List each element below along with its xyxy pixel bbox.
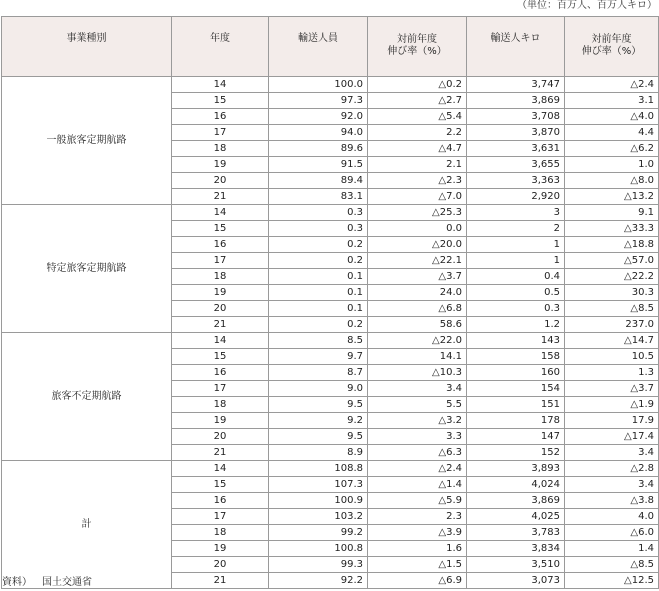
passenger-km-cell: 154 <box>467 381 565 397</box>
passengers-cell: 9.5 <box>269 397 368 413</box>
passenger-km-growth-cell: △2.4 <box>565 77 659 93</box>
header-year: 年度 <box>172 17 269 77</box>
passenger-km-growth-cell: △12.5 <box>565 573 659 589</box>
year-cell: 19 <box>172 285 269 301</box>
year-cell: 20 <box>172 557 269 573</box>
passenger-km-cell: 3,834 <box>467 541 565 557</box>
category-cell: 計 <box>2 461 172 589</box>
year-cell: 20 <box>172 301 269 317</box>
passengers-cell: 0.1 <box>269 269 368 285</box>
passengers-growth-cell: △22.0 <box>368 333 467 349</box>
ferry-transport-table <box>1 16 659 589</box>
passengers-cell: 89.4 <box>269 173 368 189</box>
passengers-growth-cell: 14.1 <box>368 349 467 365</box>
passengers-growth-cell: 2.3 <box>368 509 467 525</box>
passenger-km-growth-cell: △6.2 <box>565 141 659 157</box>
year-cell: 18 <box>172 397 269 413</box>
passenger-km-growth-cell: 4.4 <box>565 125 659 141</box>
year-cell: 15 <box>172 221 269 237</box>
passengers-growth-cell: 1.6 <box>368 541 467 557</box>
passengers-growth-cell: △6.9 <box>368 573 467 589</box>
header-passengers: 輸送人員 <box>269 17 368 77</box>
year-cell: 16 <box>172 365 269 381</box>
passengers-growth-cell: △0.2 <box>368 77 467 93</box>
passenger-km-growth-cell: 10.5 <box>565 349 659 365</box>
header-passenger-km-growth <box>565 17 659 77</box>
passenger-km-cell: 0.5 <box>467 285 565 301</box>
passengers-cell: 9.2 <box>269 413 368 429</box>
passenger-km-cell: 3,869 <box>467 93 565 109</box>
passenger-km-growth-cell: △1.9 <box>565 397 659 413</box>
passenger-km-growth-cell: △22.2 <box>565 269 659 285</box>
year-cell: 17 <box>172 253 269 269</box>
passenger-km-growth-cell: 3.4 <box>565 477 659 493</box>
passenger-km-cell: 4,025 <box>467 509 565 525</box>
passenger-km-cell: 3,655 <box>467 157 565 173</box>
passenger-km-cell: 152 <box>467 445 565 461</box>
passenger-km-growth-cell: △17.4 <box>565 429 659 445</box>
passengers-cell: 100.8 <box>269 541 368 557</box>
year-cell: 14 <box>172 205 269 221</box>
passengers-cell: 0.1 <box>269 301 368 317</box>
passengers-growth-cell: △1.5 <box>368 557 467 573</box>
passengers-cell: 0.2 <box>269 237 368 253</box>
passengers-growth-cell: △2.7 <box>368 93 467 109</box>
passengers-cell: 0.3 <box>269 205 368 221</box>
year-cell: 20 <box>172 429 269 445</box>
year-cell: 17 <box>172 125 269 141</box>
passengers-growth-cell: △3.7 <box>368 269 467 285</box>
passenger-km-cell: 0.4 <box>467 269 565 285</box>
passenger-km-cell: 4,024 <box>467 477 565 493</box>
year-cell: 20 <box>172 173 269 189</box>
passengers-growth-cell: △6.8 <box>368 301 467 317</box>
passenger-km-cell: 151 <box>467 397 565 413</box>
passenger-km-cell: 3,363 <box>467 173 565 189</box>
passenger-km-growth-cell: △33.3 <box>565 221 659 237</box>
passengers-cell: 92.0 <box>269 109 368 125</box>
passengers-cell: 0.1 <box>269 285 368 301</box>
header-passengers-growth-line1: 対前年度 <box>397 34 437 45</box>
passengers-growth-cell: △2.3 <box>368 173 467 189</box>
passengers-growth-cell: △5.9 <box>368 493 467 509</box>
passengers-cell: 94.0 <box>269 125 368 141</box>
header-passengers-growth-line2: 伸び率（%） <box>387 46 447 57</box>
passenger-km-growth-cell: △3.8 <box>565 493 659 509</box>
passengers-cell: 103.2 <box>269 509 368 525</box>
category-cell: 旅客不定期航路 <box>2 333 172 461</box>
year-cell: 16 <box>172 493 269 509</box>
header-passenger-km-growth-line1: 対前年度 <box>591 34 632 45</box>
passengers-growth-cell: △5.4 <box>368 109 467 125</box>
year-cell: 16 <box>172 237 269 253</box>
category-cell: 特定旅客定期航路 <box>2 205 172 333</box>
passengers-cell: 9.7 <box>269 349 368 365</box>
passenger-km-growth-cell: 1.4 <box>565 541 659 557</box>
year-cell: 21 <box>172 445 269 461</box>
passengers-cell: 108.8 <box>269 461 368 477</box>
passenger-km-cell: 2 <box>467 221 565 237</box>
year-cell: 19 <box>172 541 269 557</box>
passenger-km-cell: 160 <box>467 365 565 381</box>
passengers-growth-cell: △1.4 <box>368 477 467 493</box>
passenger-km-growth-cell: 30.3 <box>565 285 659 301</box>
passenger-km-cell: 147 <box>467 429 565 445</box>
passengers-cell: 8.9 <box>269 445 368 461</box>
passengers-growth-cell: 0.0 <box>368 221 467 237</box>
passengers-growth-cell: 2.2 <box>368 125 467 141</box>
year-cell: 17 <box>172 381 269 397</box>
passenger-km-growth-cell: 9.1 <box>565 205 659 221</box>
header-passenger-km: 輸送人キロ <box>467 17 565 77</box>
passenger-km-cell: 1.2 <box>467 317 565 333</box>
passenger-km-growth-cell: △14.7 <box>565 333 659 349</box>
passengers-growth-cell: △4.7 <box>368 141 467 157</box>
passenger-km-cell: 3,783 <box>467 525 565 541</box>
year-cell: 18 <box>172 269 269 285</box>
passenger-km-growth-cell: △18.8 <box>565 237 659 253</box>
unit-note: （単位：百万人、百万人キロ） <box>517 0 657 11</box>
source-name: 国土交通省 <box>42 577 92 588</box>
passengers-cell: 8.7 <box>269 365 368 381</box>
passenger-km-growth-cell: △57.0 <box>565 253 659 269</box>
passenger-km-cell: 158 <box>467 349 565 365</box>
year-cell: 19 <box>172 413 269 429</box>
table-body <box>2 77 659 589</box>
year-cell: 19 <box>172 157 269 173</box>
passenger-km-cell: 3,510 <box>467 557 565 573</box>
passenger-km-cell: 3,869 <box>467 493 565 509</box>
passenger-km-growth-cell: 1.0 <box>565 157 659 173</box>
passenger-km-growth-cell: △8.5 <box>565 557 659 573</box>
passenger-km-cell: 3,631 <box>467 141 565 157</box>
year-cell: 15 <box>172 477 269 493</box>
passengers-growth-cell: △25.3 <box>368 205 467 221</box>
passenger-km-cell: 3,747 <box>467 77 565 93</box>
passengers-cell: 9.5 <box>269 429 368 445</box>
year-cell: 14 <box>172 77 269 93</box>
passengers-cell: 100.9 <box>269 493 368 509</box>
passengers-growth-cell: △3.2 <box>368 413 467 429</box>
year-cell: 21 <box>172 189 269 205</box>
passenger-km-growth-cell: △2.8 <box>565 461 659 477</box>
passenger-km-growth-cell: 3.1 <box>565 93 659 109</box>
passengers-growth-cell: △10.3 <box>368 365 467 381</box>
passenger-km-growth-cell: 3.4 <box>565 445 659 461</box>
passengers-growth-cell: △20.0 <box>368 237 467 253</box>
table-row <box>2 461 659 477</box>
passenger-km-growth-cell: △8.5 <box>565 301 659 317</box>
passenger-km-growth-cell: 4.0 <box>565 509 659 525</box>
header-passenger-km-growth-line2: 伸び率（%） <box>581 46 642 57</box>
passenger-km-cell: 178 <box>467 413 565 429</box>
passenger-km-growth-cell: △3.7 <box>565 381 659 397</box>
passenger-km-growth-cell: △8.0 <box>565 173 659 189</box>
passengers-growth-cell: △6.3 <box>368 445 467 461</box>
year-cell: 15 <box>172 349 269 365</box>
passenger-km-cell: 3,870 <box>467 125 565 141</box>
passenger-km-growth-cell: △6.0 <box>565 525 659 541</box>
passenger-km-cell: 3,073 <box>467 573 565 589</box>
table-row <box>2 333 659 349</box>
year-cell: 14 <box>172 333 269 349</box>
year-cell: 14 <box>172 461 269 477</box>
header-category: 事業種別 <box>2 17 172 77</box>
passengers-growth-cell: 2.1 <box>368 157 467 173</box>
passengers-cell: 97.3 <box>269 93 368 109</box>
header-passengers-growth <box>368 17 467 77</box>
passenger-km-cell: 1 <box>467 253 565 269</box>
year-cell: 15 <box>172 93 269 109</box>
passengers-cell: 0.2 <box>269 317 368 333</box>
passengers-cell: 8.5 <box>269 333 368 349</box>
passengers-cell: 83.1 <box>269 189 368 205</box>
passengers-cell: 99.3 <box>269 557 368 573</box>
passenger-km-cell: 1 <box>467 237 565 253</box>
passengers-cell: 89.6 <box>269 141 368 157</box>
passenger-km-cell: 3 <box>467 205 565 221</box>
passengers-growth-cell: △22.1 <box>368 253 467 269</box>
table-row <box>2 77 659 93</box>
passengers-growth-cell: △7.0 <box>368 189 467 205</box>
source-label: 資料） <box>2 577 32 588</box>
passenger-km-cell: 3,708 <box>467 109 565 125</box>
passengers-cell: 107.3 <box>269 477 368 493</box>
table-row <box>2 205 659 221</box>
passenger-km-growth-cell: 237.0 <box>565 317 659 333</box>
passengers-cell: 91.5 <box>269 157 368 173</box>
category-cell: 一般旅客定期航路 <box>2 77 172 205</box>
passengers-cell: 9.0 <box>269 381 368 397</box>
year-cell: 21 <box>172 573 269 589</box>
passengers-cell: 99.2 <box>269 525 368 541</box>
passengers-cell: 100.0 <box>269 77 368 93</box>
passenger-km-cell: 0.3 <box>467 301 565 317</box>
source-footer <box>2 577 92 589</box>
passengers-growth-cell: △2.4 <box>368 461 467 477</box>
header-row <box>2 17 659 77</box>
year-cell: 21 <box>172 317 269 333</box>
passenger-km-growth-cell: 1.3 <box>565 365 659 381</box>
passenger-km-growth-cell: △4.0 <box>565 109 659 125</box>
passengers-growth-cell: 58.6 <box>368 317 467 333</box>
passenger-km-cell: 143 <box>467 333 565 349</box>
passenger-km-growth-cell: 17.9 <box>565 413 659 429</box>
passenger-km-cell: 2,920 <box>467 189 565 205</box>
year-cell: 17 <box>172 509 269 525</box>
passengers-cell: 0.2 <box>269 253 368 269</box>
passengers-cell: 92.2 <box>269 573 368 589</box>
year-cell: 16 <box>172 109 269 125</box>
passengers-growth-cell: 3.3 <box>368 429 467 445</box>
passenger-km-growth-cell: △13.2 <box>565 189 659 205</box>
passengers-growth-cell: 3.4 <box>368 381 467 397</box>
passenger-km-cell: 3,893 <box>467 461 565 477</box>
year-cell: 18 <box>172 141 269 157</box>
passengers-growth-cell: 24.0 <box>368 285 467 301</box>
year-cell: 18 <box>172 525 269 541</box>
passengers-growth-cell: 5.5 <box>368 397 467 413</box>
passengers-cell: 0.3 <box>269 221 368 237</box>
passengers-growth-cell: △3.9 <box>368 525 467 541</box>
